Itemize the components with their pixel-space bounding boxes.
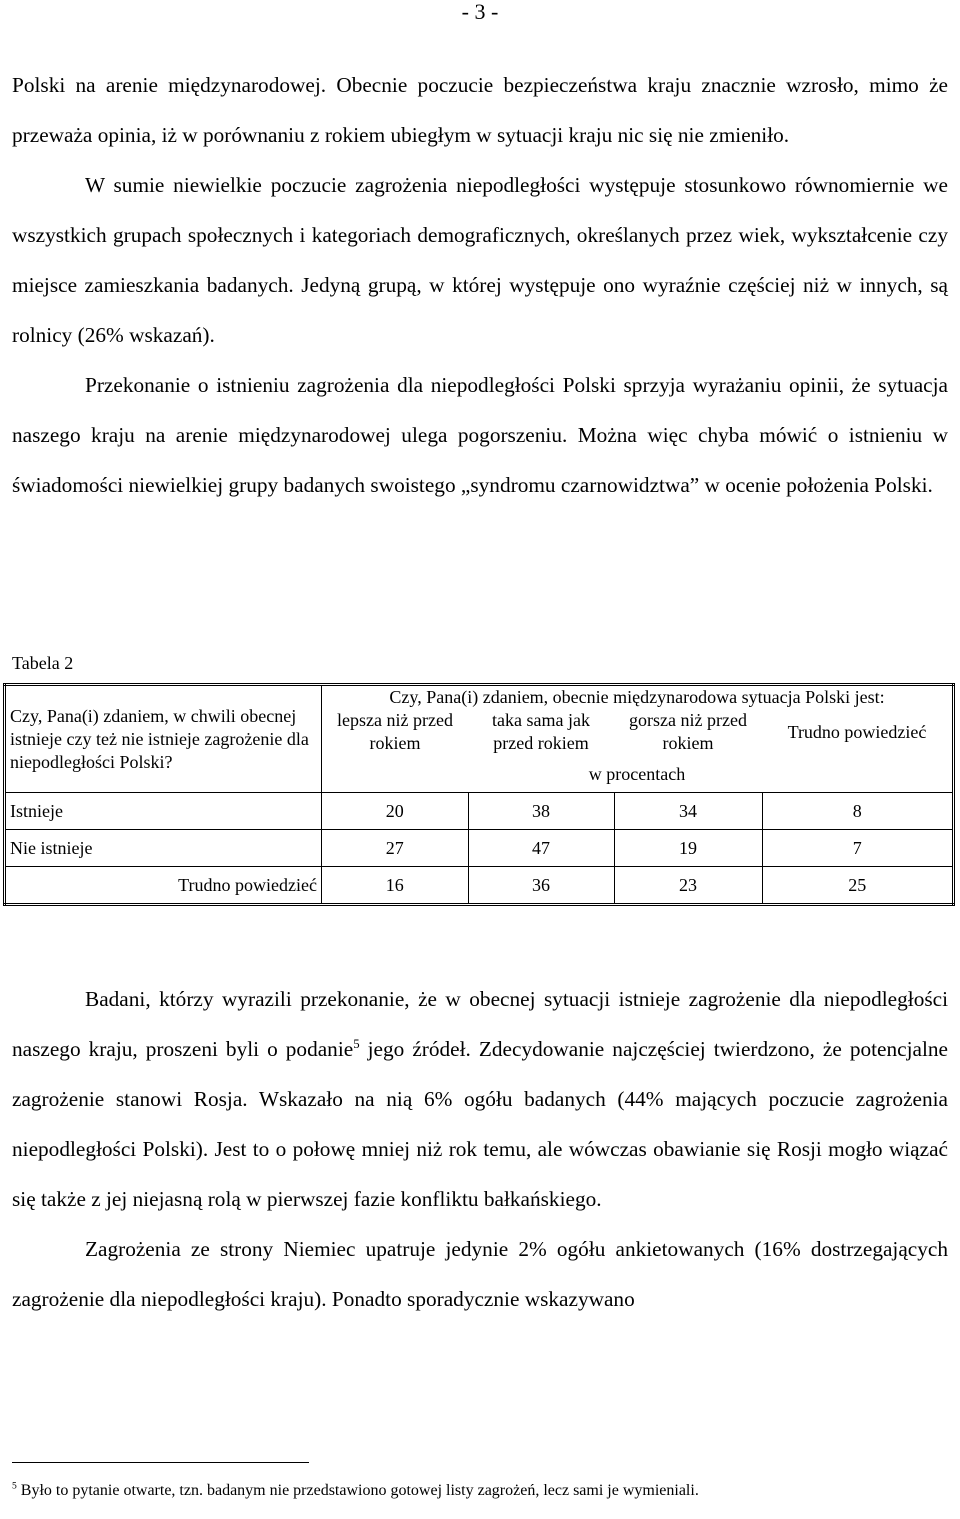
table-cell: 34 <box>614 793 762 830</box>
footnote-ref: 5 <box>353 1036 360 1051</box>
table-cell: 47 <box>468 830 614 867</box>
paragraph-5: Zagrożenia ze strony Niemiec upatruje jedynie 2% ogółu ankietowanych (16% dostrzegających zagrożenie dla niepodległości kraju). Ponadto sporadycznie wskazywano <box>12 1237 948 1311</box>
table-cell: 7 <box>762 830 954 867</box>
paragraph-2: W sumie niewielkie poczucie zagrożenia niepodległości występuje stosunkowo równomiernie we wszystkich grupach społecznych i kategoriach demograficznych, określanych przez wiek, wykształcenie czy miejsce zamieszkania badanych. Jedyną grupą, w której występuje ono wyraźnie częściej niż w innych, są rolnicy (26% wskazań). <box>12 173 948 347</box>
body-text-top <box>12 60 948 510</box>
column-header: taka sama jak przed rokiem <box>492 710 590 753</box>
column-header: Trudno powiedzieć <box>762 709 954 755</box>
table-cell: 36 <box>468 867 614 905</box>
table-cell: 25 <box>762 867 954 905</box>
table-row <box>5 793 954 830</box>
paragraph-1: Polski na arenie międzynarodowej. Obecnie poczucie bezpieczeństwa kraju znacznie wzrosło, mimo że przeważa opinia, iż w porównaniu z rokiem ubiegłym w sytuacji kraju nic się nie zmieniło. <box>12 73 948 147</box>
footnote-number: 5 <box>12 1480 17 1492</box>
paragraph-4 <box>12 974 948 1224</box>
paragraph-3: Przekonanie o istnieniu zagrożenia dla niepodległości Polski sprzyja wyrażaniu opinii, że sytuacja naszego kraju na arenie międzynarodowej ulega pogorszeniu. Można więc chyba mówić o istnieniu w świadomości niewielkiej grupy badanych swoistego „syndromu czarnowidztwa” w ocenie położenia Polski. <box>12 373 948 497</box>
column-header: gorsza niż przed rokiem <box>629 710 747 753</box>
paragraph-4-end: jego źródeł. Zdecydowanie najczęściej twierdzono, że potencjalne zagrożenie stanowi Rosja. Wskazało na nią 6% ogółu badanych (44% mających poczucie zagrożenia niepodległości Polski). Jest to o połowę mniej niż rok temu, ale wówczas obawianie się Rosji mogło wiązać się także z jej niejasną rolą w pierwszej fazie konfliktu bałkańskiego. <box>12 1037 949 1211</box>
table-cell: 23 <box>614 867 762 905</box>
row-label: Nie istnieje <box>5 830 322 867</box>
table-unit: w procentach <box>322 755 954 793</box>
page-number: - 3 - <box>461 0 499 24</box>
table-cell: 20 <box>322 793 469 830</box>
table-header-row <box>5 685 954 710</box>
table-question-top: Czy, Pana(i) zdaniem, obecnie międzynarodowa sytuacja Polski jest: <box>322 685 954 710</box>
table-row <box>5 830 954 867</box>
column-header: lepsza niż przed rokiem <box>322 709 469 755</box>
data-table <box>3 683 955 906</box>
table-cell: 38 <box>468 793 614 830</box>
table-cell: 27 <box>322 830 469 867</box>
table-cell: 16 <box>322 867 469 905</box>
table-cell: 8 <box>762 793 954 830</box>
table-row <box>5 867 954 905</box>
row-label: Trudno powiedzieć <box>5 867 322 905</box>
footnote-separator <box>12 1462 309 1463</box>
paragraph-4-start: Badani, którzy wyrazili przekonanie, że w obecnej sytuacji istnieje zagrożenie dla niepodległości naszego kraju, proszeni byli o podanie <box>12 987 948 1061</box>
row-label: Istnieje <box>5 793 322 830</box>
table-question-left: Czy, Pana(i) zdaniem, w chwili obecnej istnieje czy też nie istnieje zagrożenie dla niepodległości Polski? <box>5 685 322 793</box>
table-caption: Tabela 2 <box>12 653 74 673</box>
body-text-bottom <box>12 974 948 1324</box>
table-cell: 19 <box>614 830 762 867</box>
footnote <box>12 1480 699 1502</box>
footnote-text: Było to pytanie otwarte, tzn. badanym nie przedstawiono gotowej listy zagrożeń, lecz sami je wymieniali. <box>16 1482 699 1499</box>
